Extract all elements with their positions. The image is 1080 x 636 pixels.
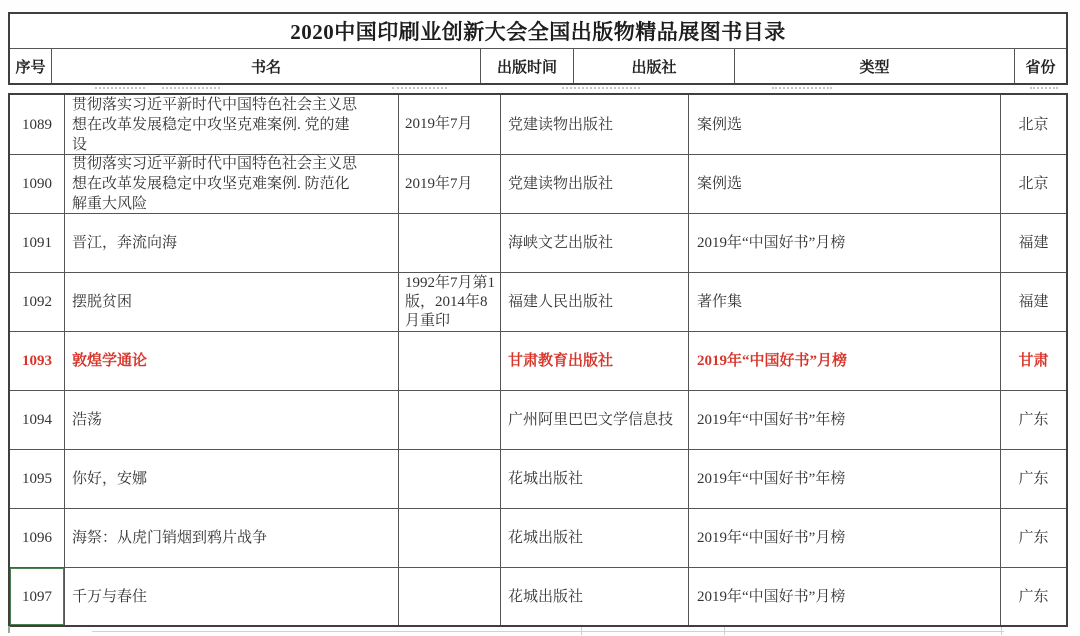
- cell-book-name: 浩荡: [64, 391, 398, 449]
- page-title: 2020中国印刷业创新大会全国出版物精品展图书目录: [290, 20, 786, 44]
- cell-publisher: 党建读物出版社: [500, 155, 688, 213]
- cell-publisher: 花城出版社: [500, 568, 688, 625]
- cell-province: 甘肃: [1000, 332, 1066, 390]
- table-row: [10, 272, 1066, 331]
- cell-book-name: 贯彻落实习近平新时代中国特色社会主义思想在改革发展稳定中攻坚克难案例. 防范化解重大风险: [64, 155, 398, 213]
- cell-province: 北京: [1000, 155, 1066, 213]
- table-row: [10, 154, 1066, 213]
- cell-pub-date: [398, 391, 500, 449]
- cell-book-name: 海祭：从虎门销烟到鸦片战争: [64, 509, 398, 567]
- table-row: [10, 331, 1066, 390]
- cell-book-name: 摆脱贫困: [64, 273, 398, 331]
- cell-book-name: 你好，安娜: [64, 450, 398, 508]
- catalog-header-table: [8, 12, 1068, 85]
- cell-index: 1093: [22, 353, 52, 369]
- table-row: [10, 95, 1066, 154]
- cell-type: 2019年“中国好书”年榜: [688, 450, 1000, 508]
- cell-pub-date: [398, 450, 500, 508]
- catalog-body: [8, 93, 1068, 627]
- table-row: [10, 390, 1066, 449]
- cell-province: 北京: [1000, 95, 1066, 154]
- cell-type: 案例选: [688, 155, 1000, 213]
- column-header-type: 类型: [734, 49, 1014, 83]
- table-row: [10, 449, 1066, 508]
- cell-type: 著作集: [688, 273, 1000, 331]
- cell-publisher: 花城出版社: [500, 509, 688, 567]
- cell-book-name: 晋江，奔流向海: [64, 214, 398, 272]
- cell-type: 2019年“中国好书”月榜: [688, 568, 1000, 625]
- selection-border-remnant: [8, 626, 10, 633]
- cell-pub-date: 2019年7月: [398, 95, 500, 154]
- cell-type: 2019年“中国好书”月榜: [688, 509, 1000, 567]
- cell-province: 福建: [1000, 214, 1066, 272]
- column-header-row: [10, 48, 1066, 83]
- cell-publisher: 花城出版社: [500, 450, 688, 508]
- cell-type: 2019年“中国好书”年榜: [688, 391, 1000, 449]
- cell-province: 广东: [1000, 568, 1066, 625]
- cell-type: 2019年“中国好书”月榜: [688, 332, 1000, 390]
- cell-type: 2019年“中国好书”月榜: [688, 214, 1000, 272]
- clipped-column-line: [1001, 627, 1002, 635]
- cell-book-name: 敦煌学通论: [64, 332, 398, 390]
- clipped-next-row-line: [92, 631, 1004, 632]
- column-header-pub-date: 出版时间: [480, 49, 573, 83]
- cell-publisher: 福建人民出版社: [500, 273, 688, 331]
- cell-publisher: 甘肃教育出版社: [500, 332, 688, 390]
- cell-pub-date: [398, 568, 500, 625]
- cell-pub-date: 2019年7月: [398, 155, 500, 213]
- cell-publisher: 党建读物出版社: [500, 95, 688, 154]
- column-header-province: 省份: [1014, 49, 1066, 83]
- cell-publisher: 海峡文艺出版社: [500, 214, 688, 272]
- column-header-index: 序号: [15, 59, 46, 76]
- cell-pub-date: [398, 509, 500, 567]
- column-header-book-name: 书名: [51, 49, 480, 83]
- cell-index: 1094: [22, 412, 52, 428]
- cell-publisher: 广州阿里巴巴文学信息技: [500, 391, 688, 449]
- cell-type: 案例选: [688, 95, 1000, 154]
- scan-artifact-dashes: [0, 87, 1080, 91]
- cell-province: 广东: [1000, 391, 1066, 449]
- cell-book-name: 千万与春住: [64, 568, 398, 625]
- table-row: [10, 508, 1066, 567]
- cell-index: 1097: [10, 568, 64, 625]
- cell-index: 1091: [22, 235, 52, 251]
- cell-index: 1095: [22, 471, 52, 487]
- cell-index: 1089: [22, 116, 52, 133]
- cell-pub-date: [398, 332, 500, 390]
- column-header-publisher: 出版社: [573, 49, 734, 83]
- cell-index: 1096: [22, 530, 52, 546]
- cell-index: 1092: [22, 294, 52, 310]
- cell-pub-date: 1992年7月第1版，2014年8月重印: [398, 273, 500, 331]
- clipped-column-line: [581, 627, 582, 635]
- cell-province: 广东: [1000, 509, 1066, 567]
- table-row: [10, 213, 1066, 272]
- cell-province: 广东: [1000, 450, 1066, 508]
- table-row: [10, 567, 1066, 625]
- clipped-column-line: [724, 627, 725, 635]
- cell-pub-date: [398, 214, 500, 272]
- cell-province: 福建: [1000, 273, 1066, 331]
- cell-index: 1090: [22, 176, 52, 192]
- cell-book-name: 贯彻落实习近平新时代中国特色社会主义思想在改革发展稳定中攻坚克难案例. 党的建设: [64, 95, 398, 154]
